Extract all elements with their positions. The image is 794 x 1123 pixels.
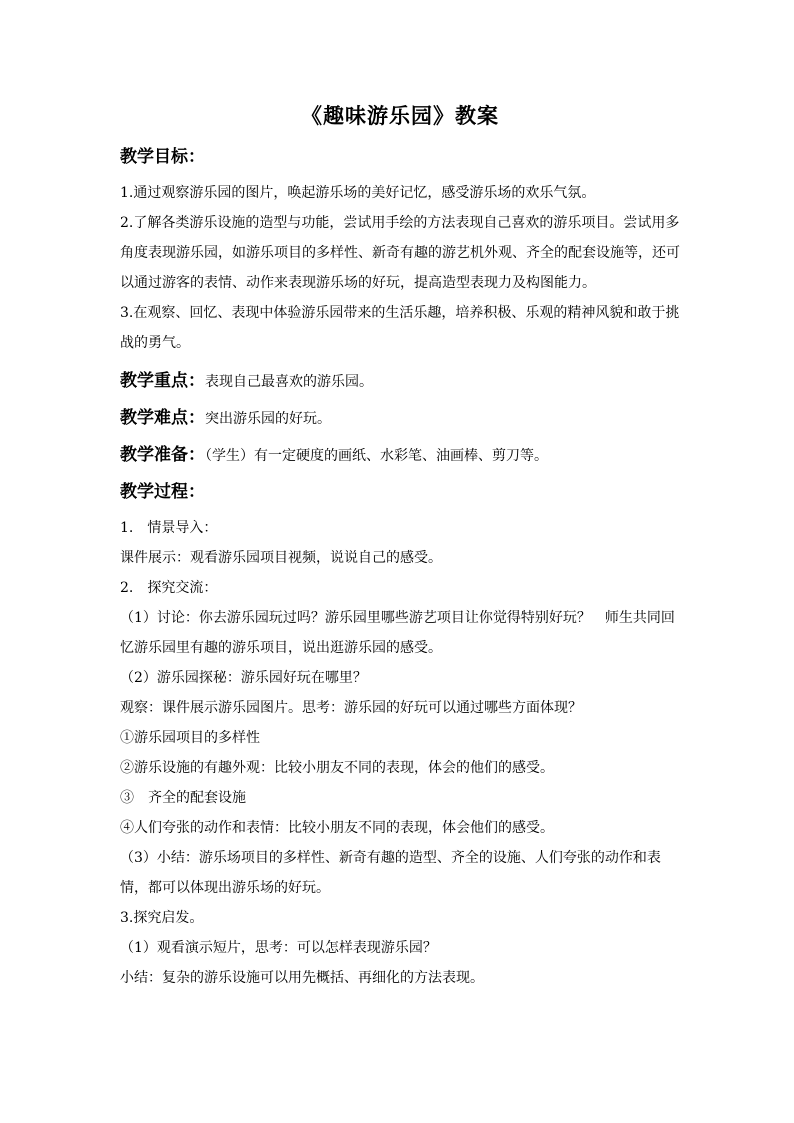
key-point-text: 表现自己最喜欢的游乐园。 <box>205 374 373 390</box>
prep-heading: 教学准备： <box>120 445 205 465</box>
process-line: ④人们夸张的动作和表情：比较小朋友不同的表现，体会他们的感受。 <box>120 820 554 836</box>
key-point-section <box>120 368 680 395</box>
difficulty-heading: 教学难点： <box>120 408 205 428</box>
process-line: （1）讨论：你去游乐园玩过吗？游乐园里哪些游艺项目让你觉得特别好玩？ 师生共同回忆游乐园里有趣的游乐项目，说出逛游乐园的感受。 <box>120 610 675 656</box>
key-point-heading: 教学重点： <box>120 371 205 391</box>
goal-item-3: 3.在观察、回忆、表现中体验游乐园带来的生活乐趣，培养积极、乐观的精神风貌和敢于挑战的勇气。 <box>120 305 680 351</box>
process-line: 课件展示：观看游乐园项目视频，说说自己的感受。 <box>120 550 442 566</box>
difficulty-text: 突出游乐园的好玩。 <box>205 411 331 427</box>
process-line: 3.探究启发。 <box>120 910 204 926</box>
document-content <box>120 100 680 993</box>
process-line: ③ 齐全的配套设施 <box>120 790 246 806</box>
prep-section <box>120 442 680 469</box>
document-title: 《趣味游乐园》教案 <box>301 103 499 128</box>
process-line: 2. 探究交流： <box>120 580 218 596</box>
process-line: 观察：课件展示游乐园图片。思考：游乐园的好玩可以通过哪些方面体现？ <box>120 700 582 716</box>
difficulty-section <box>120 405 680 432</box>
process-heading: 教学过程： <box>120 482 205 502</box>
goals-heading: 教学目标： <box>120 147 205 167</box>
process-line: （1）观看演示短片，思考：可以怎样表现游乐园？ <box>120 940 437 956</box>
goal-item-1: 1.通过观察游乐园的图片，唤起游乐场的美好记忆，感受游乐场的欢乐气氛。 <box>120 185 596 201</box>
process-line: 小结：复杂的游乐设施可以用先概括、再细化的方法表现。 <box>120 970 484 986</box>
process-line: 1. 情景导入： <box>120 520 218 536</box>
process-line: ②游乐设施的有趣外观：比较小朋友不同的表现，体会的他们的感受。 <box>120 760 554 776</box>
goal-item-2: 2.了解各类游乐设施的造型与功能，尝试用手绘的方法表现自己喜欢的游乐项目。尝试用多角度表现游乐园，如游乐项目的多样性、新奇有趣的游艺机外观、齐全的配套设施等，还可以通过游客的表情、动作来表现游乐场的好玩，提高造型表现力及构图能力。 <box>120 215 680 291</box>
process-line: （3）小结：游乐场项目的多样性、新奇有趣的造型、齐全的设施、人们夸张的动作和表情，都可以体现出游乐场的好玩。 <box>120 850 661 896</box>
process-line: （2）游乐园探秘：游乐园好玩在哪里？ <box>120 670 367 686</box>
prep-text: （学生）有一定硬度的画纸、水彩笔、油画棒、剪刀等。 <box>205 448 548 464</box>
process-line: ①游乐园项目的多样性 <box>120 730 260 746</box>
